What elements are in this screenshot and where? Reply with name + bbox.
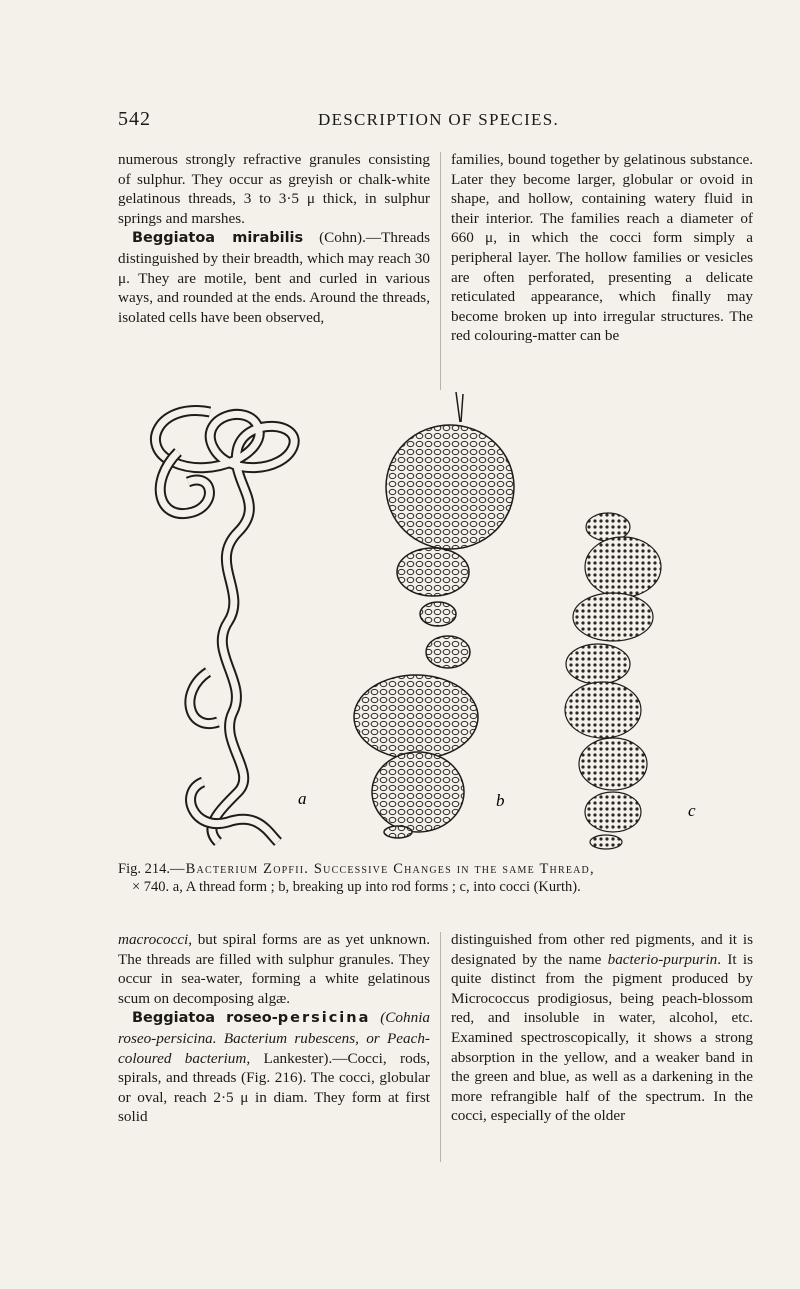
rod-form-b [354, 392, 514, 838]
caption-figure-number: Fig. 214. [118, 861, 170, 877]
paragraph-text-a: distinguished from other red pigments, and it is designated by the name [451, 931, 753, 968]
page-number: 542 [118, 108, 151, 130]
running-head: DESCRIPTION OF SPECIES. [318, 110, 560, 129]
thread-form-a [155, 411, 294, 842]
label-b: b [496, 791, 505, 810]
label-a: a [298, 789, 307, 808]
species-name: Beggiatoa mirabilis [132, 230, 304, 247]
paragraph-beggiatoa-mirabilis [118, 228, 430, 327]
paragraph-beggiatoa-roseo-persicina [118, 1008, 430, 1127]
species-description: (Cohn).—Threads distinguished by their breadth, which may reach 30 μ. They are motile, bent and curled in various ways, and rounded at the ends. Around the threads, isolated cells have been observed, [118, 229, 430, 326]
species-description: Lankester).—Cocci, rods, spirals, and threads (Fig. 216). The cocci, globular or oval, reach 2·5 μ in diam. They form at first solid [118, 1049, 430, 1126]
term-macrococci: macrococci [118, 931, 189, 948]
page-header [118, 108, 718, 138]
species-name-part-1: Beggiatoa roseo- [132, 1010, 278, 1027]
paragraph-bacterio-purpurin [451, 930, 753, 1126]
column-top-right [451, 150, 753, 346]
cocci-form-c [565, 513, 661, 849]
species-name-part-2: persicina [277, 1010, 371, 1027]
paragraph-text: , but spiral forms are as yet unknown. The threads are filled with sulphur granules. They occur in sea-water, forming a white gelatinous scum on decomposing algæ. [118, 931, 430, 1007]
species-synonyms: (Cohnia roseo-persicina. Bacterium rubescens, or Peach-coloured bacterium, [118, 1009, 431, 1067]
term-bacterio-purpurin: bacterio-purpurin [607, 950, 718, 968]
paragraph-text-b: . It is quite distinct from the pigment produced by Micrococcus prodigiosus, being peach-blossom red, and insoluble in water, alcohol, etc. Examined spectroscopically, it shows a strong absorption in the yellow, and a weaker band in the green and blue, as well as a darkening in the more refrangible half of the spectrum. In the cocci, especially of the older [451, 950, 753, 1125]
figure-caption [118, 860, 758, 896]
column-bottom-left [118, 930, 430, 1127]
label-c: c [688, 801, 696, 820]
column-top-left [118, 150, 430, 327]
paragraph-families: families, bound together by gelatinous substance. Later they become larger, globular or ovoid in shape, and hollow, containing watery fluid in their interior. The families reach a diameter of 660 μ, in which the cocci form simply a peripheral layer. The hollow families or vesicles are often perforated, presenting a delicate reticulated appearance, which finally may become broken up into irregular structures. The red colouring-matter can be [451, 151, 753, 345]
paragraph-macrococci [118, 930, 430, 1008]
paragraph-sulphur-granules: numerous strongly refractive granules consisting of sulphur. They occur as greyish or chalk-white gelatinous threads, 3 to 3·5 μ thick, in sulphur springs and marshes. [118, 151, 430, 227]
column-divider-bottom [440, 932, 441, 1162]
column-divider-top [440, 152, 441, 390]
figure-bacterium-zopfii [118, 392, 758, 852]
figure-illustration [118, 392, 758, 852]
caption-title: —Bacterium Zopfii. Successive Changes in the same Thread, [169, 861, 595, 877]
caption-line-1 [118, 860, 758, 878]
caption-line-2: × 740. a, A thread form ; b, breaking up into rod forms ; c, into cocci (Kurth). [132, 879, 581, 895]
column-bottom-right [451, 930, 753, 1126]
